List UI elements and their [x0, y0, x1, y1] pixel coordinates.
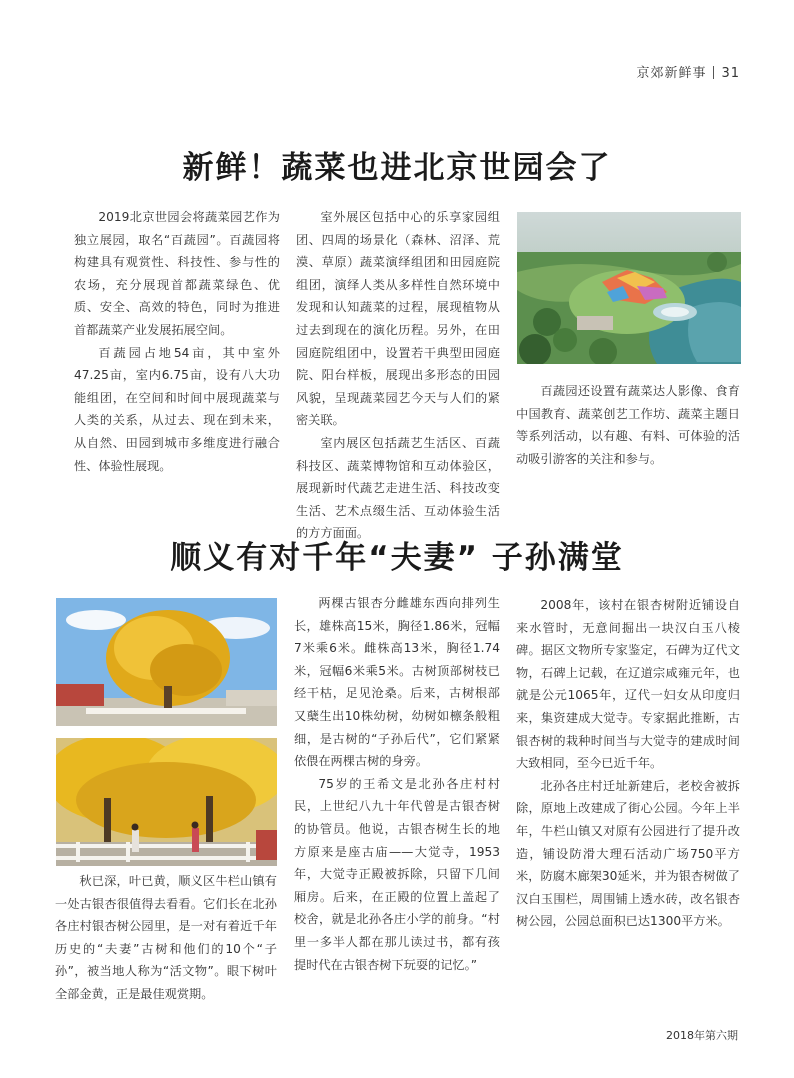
- article-2-paragraph: 75岁的王希文是北孙各庄村村民，上世纪八九十年代曾是古银杏树的协管员。他说，古银杏树生长的地方原来是座古庙——大觉寺，1953年，大觉寺正殿被拆除，只留下几间厢房。后来，在正殿的位置上盖起了校舍，就是北孙各庄小学的前身。“村里一多半人都在那儿读过书，都有孩提时代在古银杏树下玩耍的记忆。”: [294, 776, 500, 972]
- article-1-paragraph: 室内展区包括蔬艺生活区、百蔬科技区、蔬菜博物馆和互动体验区，展现新时代蔬艺走进生活、科技改变生活、艺术点缀生活、互动体验生活的方方面面。: [296, 435, 500, 541]
- article-2-title: 顺义有对千年“夫妻” 子孙满堂: [170, 540, 624, 576]
- page-header: [636, 62, 740, 81]
- article-2-column-2: [294, 592, 500, 976]
- article-1-column-3: [516, 380, 740, 470]
- article-1-paragraph: 百蔬园占地54亩，其中室外47.25亩，室内6.75亩，设有八大功能组团，在空间和时间中展现蔬菜与人类的关系，从过去、现在到未来，从自然、田园到城市多维度进行融合性、体验性展现。: [74, 345, 280, 473]
- article-2-column-3: [516, 594, 740, 933]
- header-divider: [713, 66, 714, 79]
- article-1-column-2: [296, 206, 500, 545]
- article-2-paragraph: 2008年，该村在银杏树附近铺设自来水管时，无意间掘出一块汉白玉八棱碑。据区文物所专家鉴定，石碑为辽代文物，石碑上记载，在辽道宗咸雍元年，也就是公元1065年，辽代一妇女从印度归来，集资建成大觉寺。专家据此推断，古银杏树的栽种时间当与大觉寺的建成时间大致相同，至今已近千年。: [516, 598, 740, 771]
- section-name: 京郊新鲜事: [636, 66, 707, 81]
- article-1-paragraph: 百蔬园还设置有蔬菜达人影像、食育中国教育、蔬菜创艺工作坊、蔬菜主题日等系列活动，以有趣、有料、可体验的活动吸引游客的关注和参与。: [516, 384, 740, 466]
- ginkgo-grove-photo: [56, 738, 277, 866]
- article-1-paragraph: 室外展区包括中心的乐享家园组团、四周的场景化（森林、沼泽、荒漠、草原）蔬菜演绎组团和田园庭院组团，演绎人类从多样性自然环境中发现和认知蔬菜的过程，展现植物从过去到现在的演化历程。另外，在田园庭院组团中，设置若干典型田园庭院、阳台样板，展现出多形态的田园风貌，呈现蔬菜园艺今天与人们的紧密关联。: [296, 210, 500, 428]
- article-2-column-1: [55, 870, 277, 1006]
- page-number: 31: [721, 66, 740, 81]
- article-2-paragraph: 北孙各庄村迁址新建后，老校舍被拆除，原地上改建成了街心公园。今年上半年，牛栏山镇又对原有公园进行了提升改造，铺设防滑大理石活动广场750平方米，防腐木廊架30延米，并为银杏树做了汉白玉围栏，周围铺上透水砖，改名银杏树公园，公园总面积已达1300平方米。: [516, 778, 740, 929]
- article-2-paragraph: 两棵古银杏分雌雄东西向排列生长，雄株高15米，胸径1.86米，冠幅7米乘6米。雌株高13米，胸径1.74米，冠幅6米乘5米。古树顶部树枝已经干枯，足见沧桑。后来，古树根部又蘖生出10株幼树，幼树如檩条般粗细，是古树的“子孙后代”，它们紧紧依偎在两棵古树的身旁。: [294, 596, 500, 769]
- article-1-title: 新鲜！蔬菜也进北京世园会了: [182, 150, 612, 186]
- article-1-paragraph: 2019北京世园会将蔬菜园艺作为独立展园，取名“百蔬园”。百蔬园将构建具有观赏性、科技性、参与性的农场，充分展现首都蔬菜绿色、优质、安全、高效的特色，同时为推进首都蔬菜产业发展拓展空间。: [74, 210, 280, 337]
- article-2-paragraph: 秋已深，叶已黄，顺义区牛栏山镇有一处古银杏很值得去看看。它们长在北孙各庄村银杏树公园里，是一对有着近千年历史的“夫妻”古树和他们的10个“子孙”，被当地人称为“活文物”。眼下树叶全部金黄，正是最佳观赏期。: [55, 874, 277, 1001]
- ginkgo-tree-photo: [56, 598, 277, 726]
- article-1-column-1: [74, 206, 280, 477]
- issue-footer: 2018年第六期: [666, 1029, 738, 1042]
- park-aerial-rendering-image: [517, 212, 741, 364]
